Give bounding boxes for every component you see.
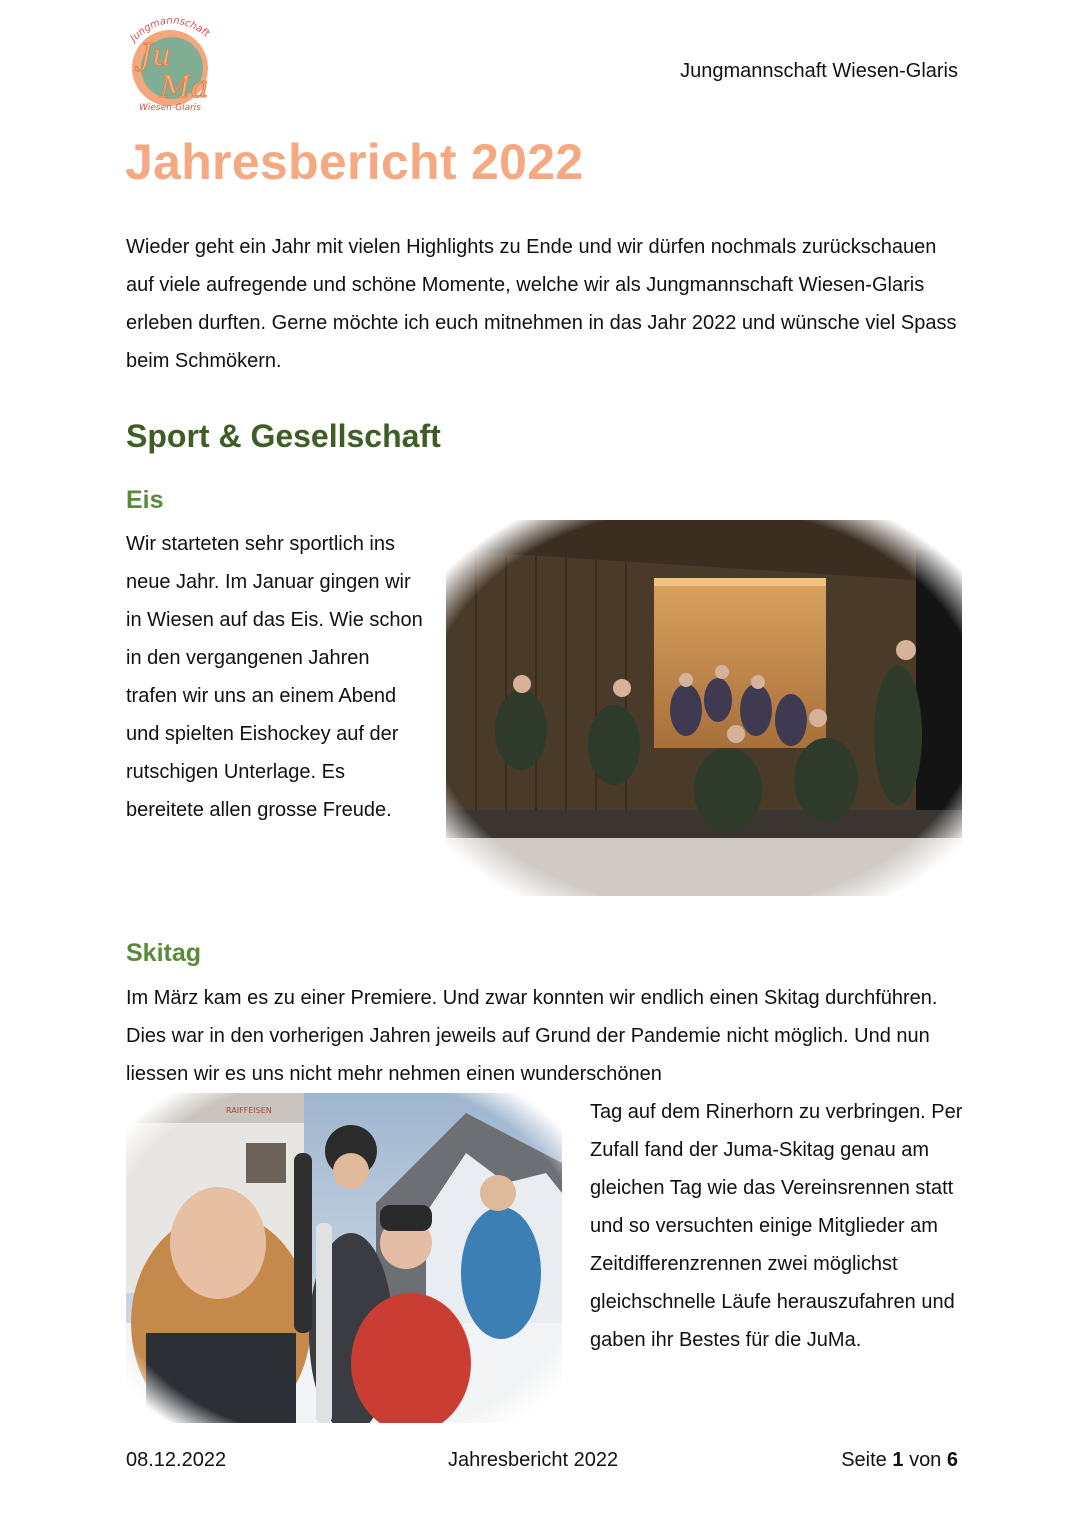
footer-page-number: [841, 1449, 958, 1472]
juma-logo: [126, 10, 214, 114]
footer-page-current: 1: [892, 1449, 904, 1471]
logo-sub-text: Wiesen-Glaris: [139, 103, 201, 113]
subsection-title-skitag: Skitag: [126, 939, 202, 967]
eis-paragraph: Wir starteten sehr sportlich ins neue Jahr. Im Januar gingen wir in Wiesen auf das Eis. Wie schon in den vergangenen Jahren trafen wir uns an einem Abend und spielten Eishockey auf der rutschigen Unterlage. Es bereitete allen grosse Freude.: [126, 533, 423, 821]
footer-title: Jahresbericht 2022: [448, 1449, 619, 1471]
logo-mark-ju: Ju: [140, 38, 172, 73]
logo-mark-ma: Ma: [160, 70, 209, 105]
subsection-title-eis: Eis: [126, 486, 164, 514]
page-title: Jahresbericht 2022: [125, 134, 584, 190]
footer-page-total: 6: [946, 1449, 958, 1471]
eis-photo: [446, 520, 962, 896]
footer-date: 08.12.2022: [126, 1449, 227, 1471]
footer-page-sep: von: [909, 1449, 942, 1471]
intro-paragraph: Wieder geht ein Jahr mit vielen Highlights zu Ende und wir dürfen nochmals zurückschauen auf viele aufregende und schöne Momente, welche wir als Jungmannschaft Wiesen-Glaris erleben durften. Gerne möchte ich euch mitnehmen in das Jahr 2022 und wünsche viel Spass beim Schmökern.: [126, 236, 957, 372]
section-title: Sport & Gesellschaft: [126, 418, 441, 454]
skitag-photo: [126, 1093, 562, 1423]
org-name: Jungmannschaft Wiesen-Glaris: [680, 60, 958, 82]
logo-arc-text: Jungmannschaft: [128, 15, 212, 45]
skitag-paragraph-part1: Im März kam es zu einer Premiere. Und zwar konnten wir endlich einen Skitag durchführen. Dies war in den vorherigen Jahren jeweils auf Grund der Pandemie nicht möglich. Und nun liessen wir es uns nicht mehr nehmen einen wunderschönen: [126, 987, 938, 1085]
footer-page-prefix: Seite: [841, 1449, 887, 1471]
skitag-paragraph-part2: Tag auf dem Rinerhorn zu verbringen. Per Zufall fand der Juma-Skitag genau am gleichen Tag wie das Vereinsrennen statt und so versuchten einige Mitglieder am Zeitdifferenzrennen zwei möglichst gleichschnelle Läufe herauszufahren und gaben ihr Bestes für die JuMa.: [590, 1101, 963, 1351]
